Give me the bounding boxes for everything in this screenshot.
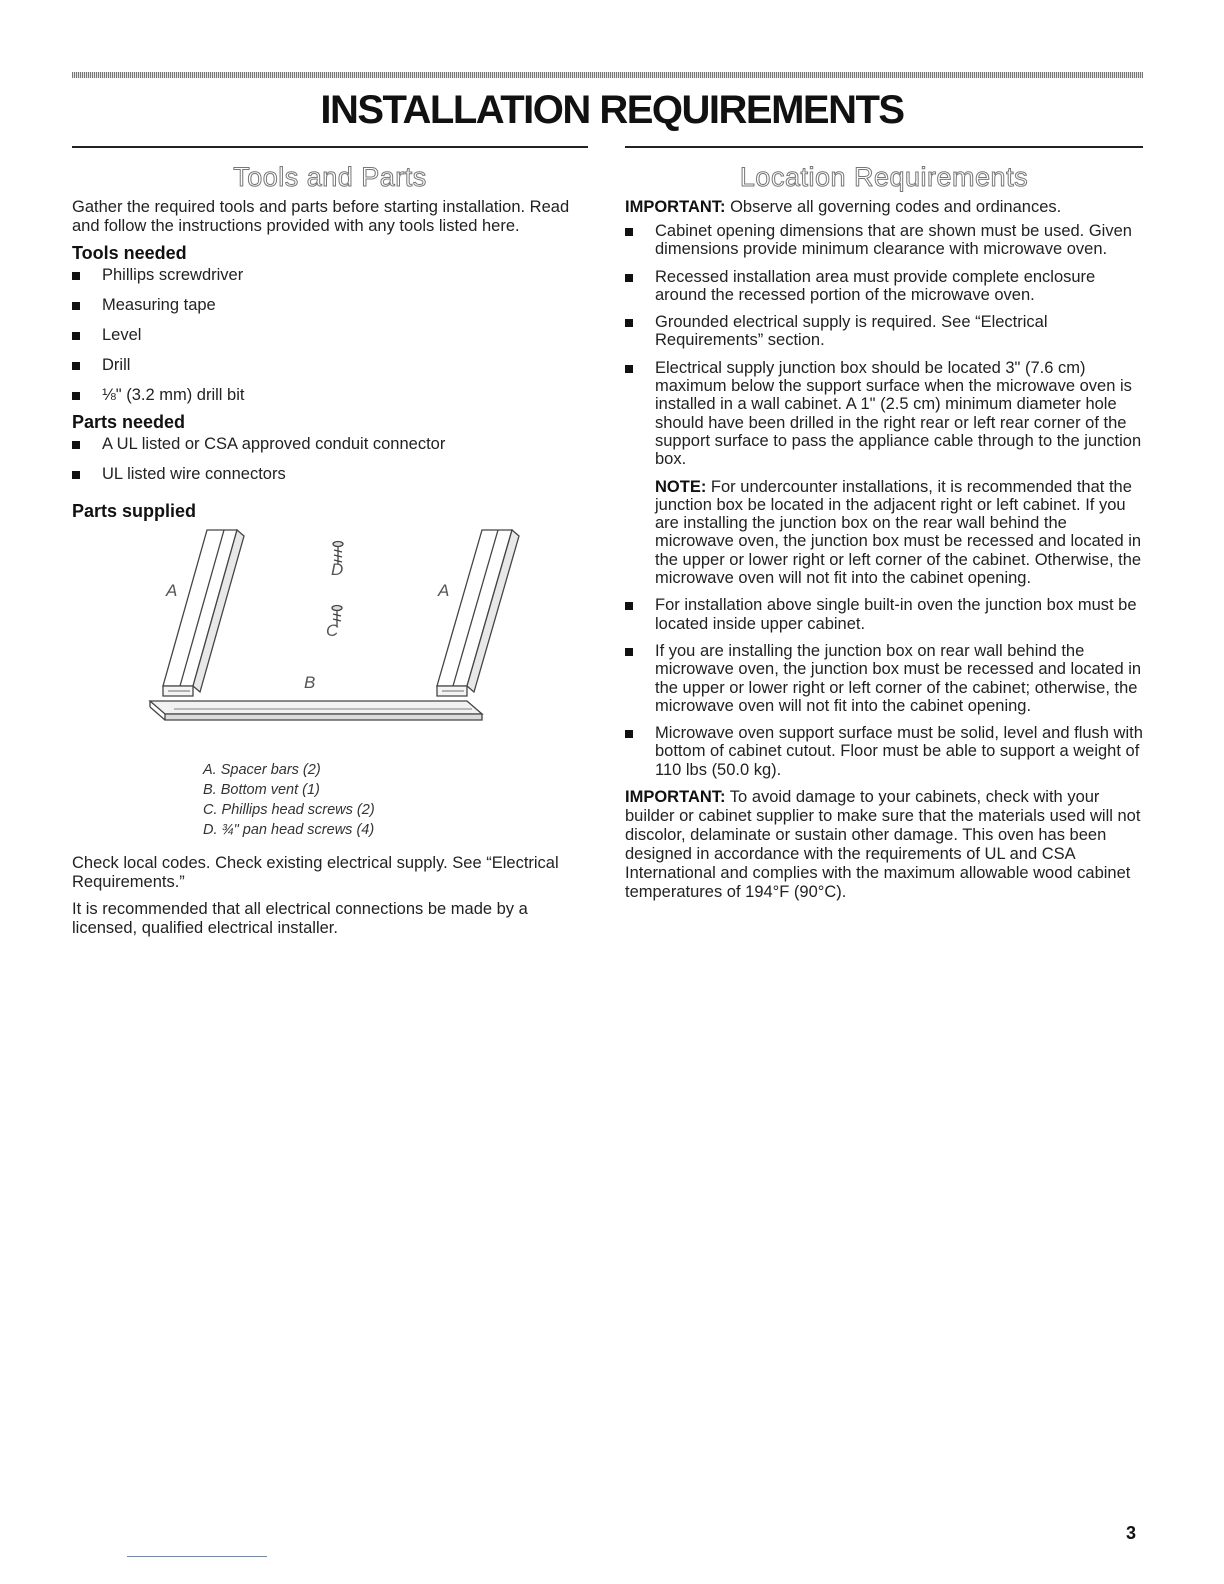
bottom-vent [150,701,482,720]
figure-label-a-right: A [438,581,450,600]
list-item: UL listed wire connectors [72,465,588,484]
spacer-bar-left [163,530,244,696]
list-item [625,359,1143,588]
undercounter-note [655,478,1143,588]
caption-spacer-bars: A. Spacer bars (2) [203,762,321,778]
figure-label-a-left: A [166,581,178,600]
list-item: Level [72,326,588,345]
list-item: If you are installing the junction box on rear wall behind the microwave oven, the junction box must be recessed and located in the upper or lower right or left corner of the cabinet; otherwise, the microwave oven will not fit into the cabinet opening. [625,642,1143,715]
intro-paragraph: Gather the required tools and parts before starting installation. Read and follow the instructions provided with any tools listed here. [72,198,570,235]
note-label: NOTE: [655,477,707,496]
important-codes-paragraph [625,198,1143,217]
figure-label-c: C [326,621,339,640]
list-item: Drill [72,356,588,375]
caption-phillips-screws: C. Phillips head screws (2) [203,802,375,818]
list-item: Microwave oven support surface must be solid, level and flush with bottom of cabinet cutout. Floor must be able to support a weight of 110 lbs (50.0 kg). [625,724,1143,779]
footer-link-line [127,1556,267,1557]
list-item: Measuring tape [72,296,588,315]
tools-needed-heading: Tools needed [72,243,187,263]
list-item: Recessed installation area must provide complete enclosure around the recessed portion of the microwave oven. [625,268,1143,305]
caption-pan-head-screws: D. ¾" pan head screws (4) [203,822,375,838]
parts-drawing [72,526,588,758]
section-heading-tools-and-parts: Tools and Parts [233,162,427,192]
list-item: Phillips screwdriver [72,266,588,285]
spacer-bar-right [437,530,519,696]
list-item: Grounded electrical supply is required. See “Electrical Requirements” section. [625,313,1143,350]
tools-list [72,266,588,405]
important-label: IMPORTANT: [625,198,726,216]
location-requirements-column [625,146,1143,902]
list-item: A UL listed or CSA approved conduit connector [72,435,588,454]
important-label: IMPORTANT: [625,788,726,807]
figure-label-b: B [304,673,316,692]
check-codes-paragraph: Check local codes. Check existing electrical supply. See “Electrical Requirements.” [72,854,559,891]
parts-list [72,435,588,484]
list-item: ⅛" (3.2 mm) drill bit [72,386,588,405]
important-text: Observe all governing codes and ordinances. [725,198,1062,216]
parts-supplied-illustration [72,526,588,758]
tools-and-parts-column [72,146,588,938]
section-rule [72,146,588,148]
parts-supplied-heading: Parts supplied [72,501,197,521]
page-title: INSTALLATION REQUIREMENTS [320,88,904,132]
electrical-installer-paragraph: It is recommended that all electrical connections be made by a licensed, qualified electrical installer. [72,900,528,937]
parts-needed-heading: Parts needed [72,412,186,432]
important-cabinets-paragraph [625,788,1143,902]
note-text: For undercounter installations, it is recommended that the junction box be located in the adjacent right or left cabinet. If you are installing the junction box on the rear wall behind the microwave oven, the junction box must be recessed and located in the upper or lower right or left corner of the cabinet. Otherwise, the microwave oven will not fit into the cabinet opening. [655,477,1142,588]
section-heading-location-requirements: Location Requirements [739,162,1029,192]
section-rule [625,146,1143,148]
page-number: 3 [1126,1523,1137,1543]
header-texture-band [72,72,1143,78]
figure-label-d: D [331,560,344,579]
important-text: To avoid damage to your cabinets, check with your builder or cabinet supplier to make sure that the materials used will not discolor, delaminate or sustain other damage. This oven has been designed in accordance with the requirements of UL and CSA International and complies with the maximum allowable wood cabinet temperatures of 194°F (90°C). [625,788,1141,902]
figure-captions [203,760,588,840]
junction-box-text: Electrical supply junction box should be located 3" (7.6 cm) maximum below the support surface when the microwave oven is installed in a wall cabinet. A 1" (2.5 cm) minimum diameter hole should have been drilled in the right rear or left rear corner of the support surface to pass the appliance cable through to the junction box. [655,358,1142,469]
caption-bottom-vent: B. Bottom vent (1) [203,782,320,798]
location-requirements-list [625,222,1143,779]
list-item: For installation above single built-in oven the junction box must be located inside upper cabinet. [625,596,1143,633]
list-item: Cabinet opening dimensions that are shown must be used. Given dimensions provide minimum clearance with microwave oven. [625,222,1143,259]
